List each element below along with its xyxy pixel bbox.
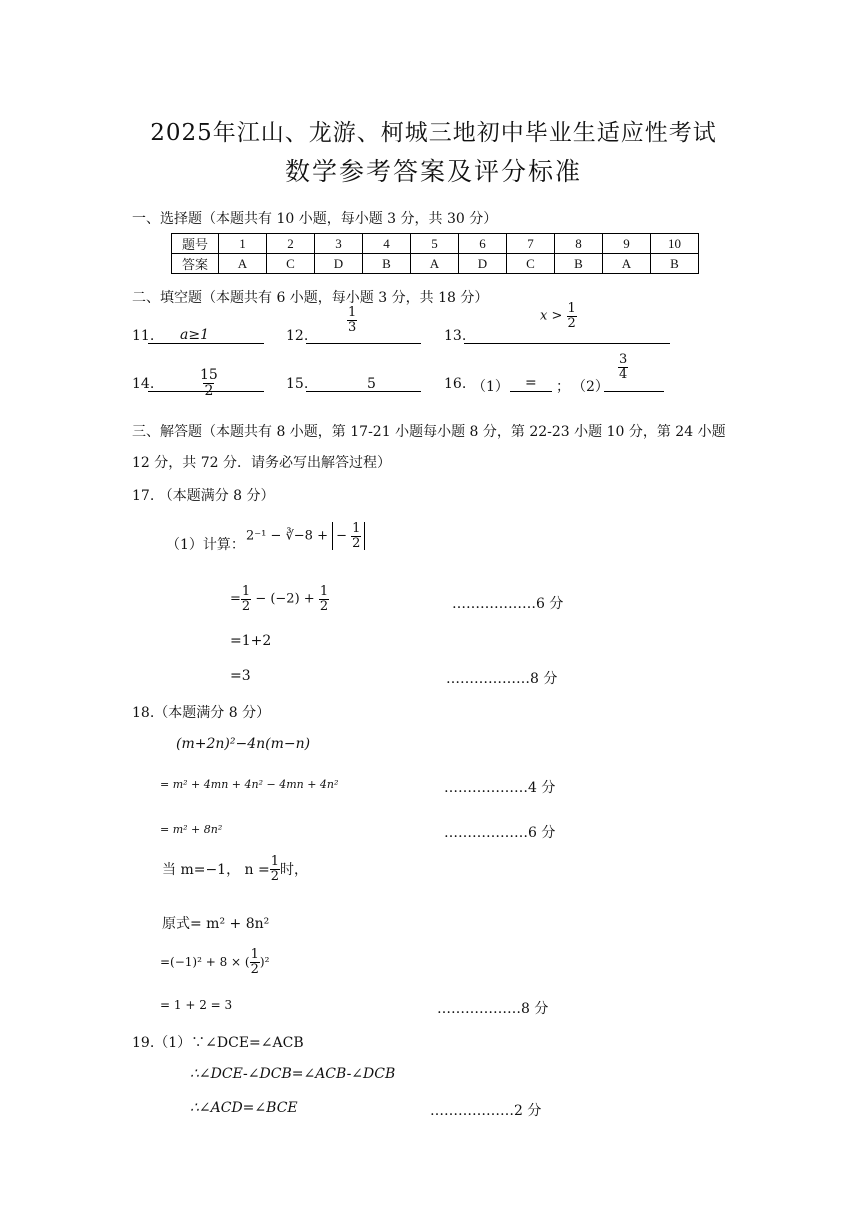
fraction-denominator: 2	[352, 535, 361, 551]
exam-title: 2025年江山、龙游、柯城三地初中毕业生适应性考试	[150, 120, 717, 146]
q18-condition-prefix: 当 m=−1， n =	[162, 862, 270, 879]
table-row-numbers	[172, 234, 699, 254]
table-cell: 8	[555, 234, 603, 254]
q11-label: 11.	[132, 328, 155, 344]
q16-part2-underline	[604, 391, 664, 392]
q18-sub-suffix: )²	[259, 955, 270, 970]
q18-condition	[162, 855, 308, 883]
fraction-numerator: 1	[352, 521, 361, 536]
table-cell: 6	[459, 234, 507, 254]
q18-step1-score: ………………4 分	[444, 780, 556, 796]
exam-subtitle: 数学参考答案及评分标准	[284, 157, 582, 186]
q12-label: 12.	[286, 328, 309, 344]
q13-answer	[540, 302, 577, 330]
table-cell: A	[219, 254, 267, 274]
row-label-answer: 答案	[172, 254, 219, 274]
q12-underline	[306, 343, 421, 344]
q16-part2-answer	[618, 353, 628, 381]
q16-label: 16.	[444, 376, 467, 392]
q18-expression: (m+2n)²−4n(m−n)	[176, 736, 311, 752]
q14-answer	[199, 368, 219, 398]
fraction-numerator: 15	[200, 367, 218, 383]
table-cell: A	[603, 254, 651, 274]
section3-heading-line2: 12 分，共 72 分．请务必写出解答过程）	[132, 455, 391, 471]
q18-step2: = m² + 8n²	[160, 823, 223, 836]
table-cell: C	[507, 254, 555, 274]
q16-part1-label: （1）	[472, 379, 509, 395]
q17-step3: =3	[230, 668, 251, 684]
row-label-number: 题号	[172, 234, 219, 254]
q19-line3-score: ………………2 分	[430, 1103, 542, 1119]
q19-line2: ∴∠DCE-∠DCB=∠ACB-∠DCB	[190, 1066, 396, 1082]
q15-answer: 5	[367, 376, 376, 392]
q13-underline	[464, 343, 670, 344]
q17-step1-middle: − (−2) +	[251, 591, 319, 607]
table-cell: 4	[363, 234, 411, 254]
q18-original: 原式= m² + 8n²	[162, 916, 270, 932]
fraction-numerator: 1	[348, 305, 357, 320]
q18-step2-score: ………………6 分	[444, 825, 556, 841]
q17-step1	[230, 585, 329, 613]
fraction-numerator: 3	[619, 352, 628, 367]
q16-separator: ；	[556, 379, 570, 395]
fraction-denominator: 2	[250, 961, 259, 977]
q13-label: 13.	[444, 328, 467, 344]
fraction-denominator: 3	[348, 319, 357, 335]
answer-table	[171, 233, 699, 274]
q17-step1-score: ………………6 分	[452, 596, 564, 612]
absolute-value	[332, 522, 365, 550]
table-cell: B	[363, 254, 411, 274]
table-cell: A	[411, 254, 459, 274]
q18-condition-suffix: 时，	[280, 862, 309, 879]
fraction-denominator: 2	[270, 868, 280, 884]
fraction-numerator: 1	[241, 584, 251, 599]
q11-underline	[148, 343, 264, 344]
q19-line1: 19.（1）∵∠DCE=∠ACB	[132, 1035, 304, 1051]
section2-heading: 二、填空题（本题共有 6 小题，每小题 3 分，共 18 分）	[132, 290, 489, 306]
table-cell: 7	[507, 234, 555, 254]
q17-part1-label: （1）计算：	[166, 537, 245, 553]
q19-line3: ∴∠ACD=∠BCE	[190, 1100, 298, 1116]
fraction-numerator: 1	[250, 947, 259, 962]
q16-part1-underline	[510, 391, 552, 392]
fraction-denominator: 2	[241, 598, 251, 614]
q18-result: = 1 + 2 = 3	[160, 998, 233, 1012]
q16-part1-answer: =	[525, 375, 537, 391]
q18-step1: = m² + 4mn + 4n² − 4mn + 4n²	[160, 778, 339, 791]
table-cell: 3	[315, 234, 363, 254]
table-cell: D	[459, 254, 507, 274]
section1-heading: 一、选择题（本题共有 10 小题，每小题 3 分，共 30 分）	[132, 211, 498, 227]
q18-title: 18.（本题满分 8 分）	[132, 705, 271, 721]
q17-title: 17. （本题满分 8 分）	[132, 488, 275, 504]
fraction-denominator: 2	[567, 315, 576, 331]
q17-step2: =1+2	[230, 633, 272, 649]
fraction-numerator: 1	[270, 854, 280, 869]
q17-expr-text: 2⁻¹ − ∛−8 +	[246, 528, 333, 544]
q13-prefix: x >	[540, 308, 563, 324]
fraction-numerator: 1	[567, 301, 576, 316]
fraction-denominator: 2	[319, 598, 329, 614]
table-cell: B	[555, 254, 603, 274]
table-cell: 2	[267, 234, 315, 254]
q11-answer: a≥1	[180, 327, 209, 343]
table-cell: 9	[603, 234, 651, 254]
fraction-denominator: 4	[619, 366, 628, 382]
q14-label: 14.	[132, 376, 155, 392]
table-cell: D	[315, 254, 363, 274]
table-cell: 10	[651, 234, 699, 254]
q15-underline	[306, 391, 421, 392]
q16-part2-label: （2）	[572, 379, 609, 395]
table-cell: 1	[219, 234, 267, 254]
q18-substitution	[160, 948, 269, 976]
q17-step3-score: ………………8 分	[446, 671, 558, 687]
q18-result-score: ………………8 分	[437, 1001, 549, 1017]
q15-label: 15.	[286, 376, 309, 392]
table-cell: B	[651, 254, 699, 274]
table-row-answers	[172, 254, 699, 274]
equals-sign: =	[230, 591, 241, 607]
q12-answer	[347, 306, 357, 334]
fraction-denominator: 2	[204, 382, 214, 399]
table-cell: C	[267, 254, 315, 274]
abs-sign: −	[336, 528, 348, 544]
q18-sub-prefix: =(−1)² + 8 × (	[160, 955, 250, 970]
section3-heading-line1: 三、解答题（本题共有 8 小题，第 17-21 小题每小题 8 分，第 22-23 小题 10 分，第 24 小题	[132, 424, 726, 440]
fraction-numerator: 1	[319, 584, 329, 599]
table-cell: 5	[411, 234, 459, 254]
q17-expression	[246, 522, 365, 550]
